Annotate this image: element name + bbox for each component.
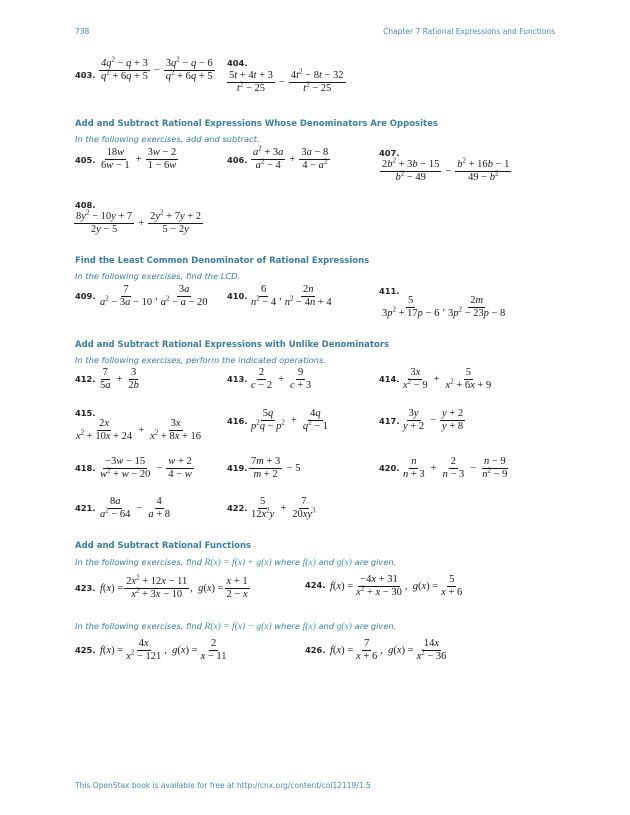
problem-405-expression: $\frac{18w}{6w - 1}$ + $\frac{3w - 2}{1 - 6w}$	[101, 147, 177, 171]
problem-number: 407.	[379, 148, 400, 158]
section-heading: Add and Subtract Rational Expressions with Unlike Denominators	[75, 340, 390, 350]
section-heading: Add and Subtract Rational Expressions Whose Denominators Are Opposites	[75, 119, 438, 129]
problem-415-expression: $\frac{2x}{x^2 + 10x + 24}$ + $\frac{3x}{x^2 + 8x + 16}$	[76, 418, 202, 442]
section-instruction-subtract: In the following exercises, find R(x) = f(x) − g(x) where f(x) and g(x) are given.	[75, 621, 397, 632]
problem-number: 411.	[379, 286, 400, 296]
problem-420-expression: $\frac{n}{n + 3}$ + $\frac{2}{n - 3}$ − $\frac{n - 9}{n^2 - 9}$	[403, 456, 508, 480]
problem-425-expression: f(x) = $\frac{4x}{x^2 - 121}$ , g(x) = $\frac{2}{x - 11}$	[100, 638, 227, 662]
problem-number: 415.	[75, 408, 96, 418]
problem-404-expression: $\frac{5t + 4t + 3}{t^2 - 25}$ − $\frac{4t^2 - 8t - 32}{t^2 - 25}$	[229, 67, 344, 94]
section-instruction-add: In the following exercises, find R(x) = f(x) + g(x) where f(x) and g(x) are given.	[75, 557, 397, 568]
problem-408-expression: $\frac{8y^2 - 10y + 7}{2y - 5}$ + $\frac{2y^2 + 7y + 2}{5 - 2y}$	[76, 208, 202, 235]
problem-418-expression: $\frac{-3w - 15}{w^2 + w - 20}$ − $\frac{w + 2}{4 - w}$	[100, 456, 192, 480]
problem-number: 418.	[75, 463, 96, 473]
problem-number: 420.	[379, 463, 400, 473]
problem-number: 412.	[75, 374, 96, 384]
problem-number: 413.	[227, 374, 248, 384]
problem-number: 408.	[75, 200, 96, 210]
section-instruction: In the following exercises, perform the indicated operations.	[75, 355, 326, 365]
problem-423-expression: f(x) = $\frac{2x^2 + 12x - 11}{x^2 + 3x - 10}$ , g(x) = $\frac{x + 1}{2 - x}$	[100, 573, 248, 600]
problem-number: 416.	[227, 416, 248, 426]
page-number: 738	[75, 27, 90, 36]
problem-number: 409.	[75, 291, 96, 301]
problem-number: 405.	[75, 155, 96, 165]
problem-406-expression: $\frac{a^2 + 3a}{a^2 - 4}$ + $\frac{3a - 8}{4 - a^2}$	[253, 144, 329, 171]
problem-411-expression: $\frac{5}{3p^2 + 17p - 6}$ , $\frac{2m}{3p^2 - 23p - 8}$	[382, 295, 506, 319]
chapter-title: Chapter 7 Rational Expressions and Functions	[383, 27, 555, 36]
problem-number: 422.	[227, 503, 248, 513]
problem-413-expression: $\frac{2}{c - 2}$ + $\frac{9}{c + 3}$	[251, 367, 312, 391]
problem-412-expression: $\frac{7}{5a}$ + $\frac{3}{2b}$	[100, 367, 139, 391]
problem-number: 414.	[379, 374, 400, 384]
problem-414-expression: $\frac{3x}{x^2 - 9}$ + $\frac{5}{x^2 + 6x + 9}$	[403, 367, 492, 391]
footer-text: This OpenStax book is available for free at http://cnx.org/content/col12119/1.5	[75, 781, 371, 790]
problem-409-expression: $\frac{7}{a^2 - 3a - 10}$ , $\frac{3a}{a^2 - a - 20}$	[100, 284, 208, 308]
problem-417-expression: $\frac{3y}{y + 2}$ − $\frac{y + 2}{y + 8}$	[403, 408, 464, 432]
problem-422-expression: $\frac{5}{12x^2y}$ + $\frac{7}{20xy^3}$	[251, 496, 316, 520]
problem-number: 425.	[75, 645, 96, 655]
problem-number: 417.	[379, 416, 400, 426]
problem-number: 419.	[227, 463, 248, 473]
section-instruction: In the following exercises, add and subtract.	[75, 134, 260, 144]
problem-407-expression: $\frac{2b^2 + 3b - 15}{b^2 - 49}$ − $\frac{b^2 + 16b - 1}{49 - b^2}$	[382, 156, 510, 183]
problem-410-expression: $\frac{6}{n^2 - 4}$ , $\frac{2n}{n^2 - 4n + 4}$	[251, 284, 332, 308]
section-heading: Find the Least Common Denominator of Rational Expressions	[75, 256, 370, 266]
problem-number: 426.	[305, 645, 326, 655]
problem-number: 403.	[75, 70, 96, 80]
problem-number: 404.	[227, 58, 248, 68]
section-heading: Add and Subtract Rational Functions	[75, 541, 252, 551]
section-instruction: In the following exercises, find the LCD.	[75, 271, 241, 281]
problem-number: 406.	[227, 155, 248, 165]
problem-419-expression: $\frac{7m + 3}{m + 2}$ − 5	[251, 456, 301, 480]
problem-421-expression: $\frac{8a}{a^2 - 64}$ − $\frac{4}{a + 8}$	[100, 496, 171, 520]
problem-416-expression: $\frac{5q}{p^2q - p^2}$ + $\frac{4q}{q^2 - 1}$	[251, 408, 329, 432]
problem-number: 424.	[305, 580, 326, 590]
problem-403-expression: $\frac{4q^2 - q + 3}{q^2 + 6q + 5}$ − $\frac{3q^2 - q - 6}{q^2 + 6q + 5}$	[101, 55, 213, 82]
problem-number: 421.	[75, 503, 96, 513]
problem-number: 410.	[227, 291, 248, 301]
problem-424-expression: f(x) = $\frac{-4x + 31}{x^2 + x - 30}$ , g(x) = $\frac{5}{x + 6}$	[330, 574, 463, 598]
problem-number: 423.	[75, 583, 96, 593]
problem-426-expression: f(x) = $\frac{7}{x + 6}$ , g(x) = $\frac{14x}{x^2 - 36}$	[330, 638, 447, 662]
